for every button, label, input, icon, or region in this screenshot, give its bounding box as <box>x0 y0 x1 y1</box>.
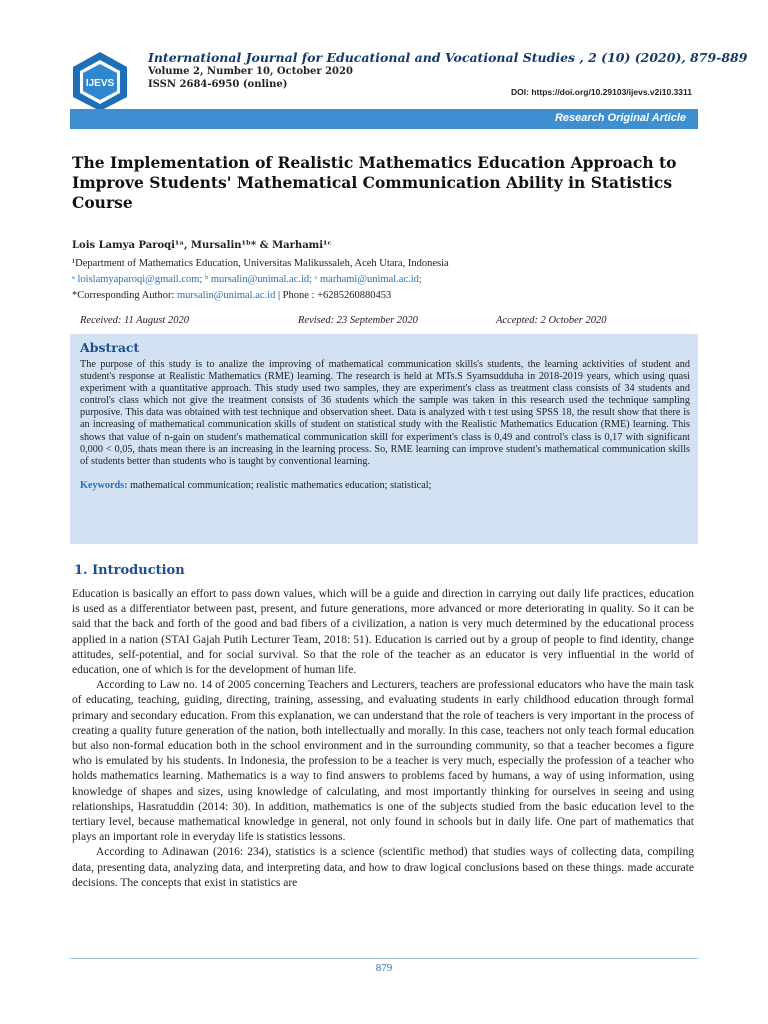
paragraph: According to Adinawan (2016: 234), statistics is a science (scientific method) that studies ways of collecting data, compiling data, presenting data, analyzing data, and interpreting data, and how to draw logical conclusions based on these things. made accurate decisions. The concepts that exist in statistics are <box>72 846 694 889</box>
abstract-heading: Abstract <box>80 340 140 355</box>
paper-title: The Implementation of Realistic Mathematics Education Approach to Improve Students' Mathematical Communication Ability in Statistics Course <box>72 153 677 212</box>
article-dates <box>70 310 698 335</box>
article-type-label: Research Original Article <box>554 112 686 124</box>
section-heading-introduction: 1. Introduction <box>74 563 185 578</box>
keywords <box>80 480 690 491</box>
author-list: Lois Lamya Paroqi¹ᵃ, Mursalin¹ᵇ* & Marhami¹ᶜ <box>72 240 332 251</box>
paragraph: Education is basically an effort to pass down values, which will be a guide and direction in carrying out daily life practices, education is used as a differentiator between past, present, and future generations, more advanced or more deteriorating in quality. So it can be said that the back and forth of the good and bad fibers of a civilization, a nation is very much determined by the educational process applied in a nation (STAI Gajah Putih Lecturer Team, 2018: 51). Education is carried out by a group of people to find identity, change attitudes, self-potential, and for social survival. So that the role of the teacher as an educator is very influential in the world of education, one of which is for the development of human life. <box>72 588 694 677</box>
keywords-label: Keywords: <box>80 479 128 491</box>
corresponding-label: *Corresponding Author: <box>72 290 177 301</box>
keywords-list: mathematical communication; realistic mathematics education; statistical; <box>127 479 432 491</box>
corresponding-phone: | Phone : +6285260880453 <box>275 290 392 301</box>
journal-logo <box>70 50 130 112</box>
journal-issn: ISSN 2684-6950 (online) <box>148 79 288 90</box>
corresponding-author <box>72 288 692 303</box>
journal-title: International Journal for Educational and Vocational Studies , 2 (10) (2020), 879-889 <box>148 50 748 65</box>
journal-info <box>148 50 748 91</box>
revised-date: Revised: 23 September 2020 <box>298 315 418 326</box>
introduction-body <box>72 587 694 891</box>
page-number: 879 <box>375 962 393 974</box>
paragraph: According to Law no. 14 of 2005 concerning Teachers and Lecturers, teachers are professional educators who have the main task of educating, teaching, guiding, directing, training, assessing, and evaluating students in early childhood education through formal primary and secondary education. From this explanation, we can understand that the role of teachers is very important in the process of creating a quality future generation of the nation, both intellectually and morally. In this case, teachers not only teach formal education but also non-formal education both in the school environment and in the surrounding community, so that a teacher becomes a figure who is emulated by his students. In Indonesia, the profession to be a teacher is very much, especially the profession of a teacher who holds mathematics learning. Mathematics is a way to find answers to problems faced by humans, a way of using information, using knowledge of shapes and sizes, using knowledge of calculating, and most importantly thinking for ourselves in seeing and using relationships, Hasratuddin (2014: 30). In addition, mathematics is one of the subjects studied from the basic education level to the tertiary level, because mathematical knowledge in general, not only found in schools but in daily life. One part of mathematics that plays an important role in everyday life is statistics lessons. <box>72 679 694 844</box>
affiliation: ¹Department of Mathematics Education, Universitas Malikussaleh, Aceh Utara, Indonesia <box>72 258 449 269</box>
author-emails <box>72 272 692 287</box>
logo-text: IJEVS <box>85 78 115 89</box>
footer-divider <box>70 958 698 959</box>
corresponding-email-link[interactable]: mursalin@unimal.ac.id <box>177 290 276 301</box>
doi-link[interactable]: DOI: https://doi.org/10.29103/ijevs.v2i10.3311 <box>511 87 692 97</box>
abstract-text: The purpose of this study is to analize the improving of mathematical communication skills's students, the learning acktivities of student and student's response at Realistic Mathematics (RME) learning. The research is held at MTs.S Syamsudduha in 2018-2019 years, which using quasi experiment with a quantitative approach. This study used two samples, they are experiment's class as treatment class consists of 34 students and control's class which not give the treatment consists of 36 students which the sample was taken in this research used the technique sampling purposive. This data was obtained with test technique and observation sheet. Data is analyzed with t test using SPSS 18, the result show that there is an increasing of mathematical communication skills of student on statistical study with the Realistic Mathematics Education (RME) learning. This shows that value of n-gain on student's mathematical communication skill for experiment's class is 0,49 and control's class is 0,17 with significant 0,000 < 0,05, thats mean there is an increasing in the learning process. So, RME learning can improve student's mathematical communication skills of students better than students who is taught by conventional learning. <box>80 359 690 467</box>
article-type-bar <box>70 109 698 129</box>
accepted-date: Accepted: 2 October 2020 <box>496 315 607 326</box>
received-date: Received: 11 August 2020 <box>80 315 189 326</box>
email-links[interactable]: ᵃ loislamyaparoqi@gmail.com; ᵇ mursalin@unimal.ac.id; ᶜ marhami@unimal.ac.id; <box>72 274 422 285</box>
hexagon-logo-icon <box>70 50 130 112</box>
abstract-box <box>70 334 698 544</box>
journal-volume: Volume 2, Number 10, October 2020 <box>148 66 353 77</box>
